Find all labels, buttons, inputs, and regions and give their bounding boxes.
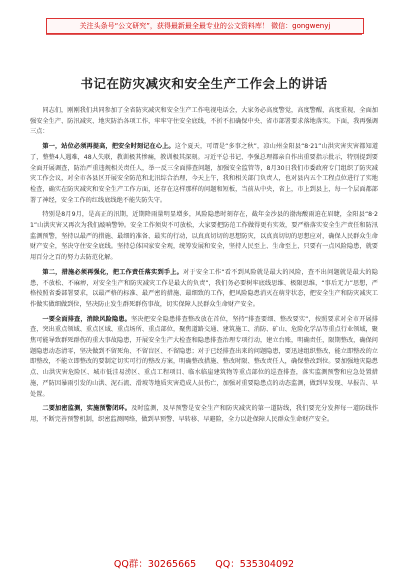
- promo-banner: 关注头条号“公文研究”，获得最新最全最专业的公文资料库！ 微信：gongwenyj: [46, 18, 364, 34]
- paragraph-heading: 一要全面排查，消除风险隐患。: [42, 315, 131, 323]
- paragraph-text: 对于安全工作“看不到风险就是最大的风险，查不出问题就是最大的隐患，不放松、不麻痹，对安全生产和防灾减灾工作是最大的负责”，我们务必要树牢底线思维、极限思维，“事后无力”思想，严格按照省委部署要求，以最严格的标准、最严密的措施、最细致的工作，把风险隐患消灭在萌芽状态，把安全生产和防灾减灾工作做实做细做到位，坚决防止发生群死群伤事故，切实保障人民群众生命财产安全。: [30, 268, 378, 308]
- paragraph-heading: 第一，站位必须再提高，把安全时刻记在心上。: [42, 143, 175, 151]
- paragraph-1: [30, 106, 378, 138]
- paragraph-text: 坚决把安全隐患排查整改放在首位，坚持“排查要细、整改要实”，按照要求对全市开展排查，突出重点领域、重点区域、重点场所、重点部位，聚焦道路交通、建筑施工、消防、矿山、危险化学品等重点行业领域，聚焦可能导致群死群伤的重大事故隐患，开展安全生产大检查和隐患排查治理专项行动，建立台账，明确责任，限期整改，确保问题隐患动态清零，坚决做到不留死角、不留盲区、不留隐患；对于已经排查出来的问题隐患，要迅速组织整改，能立即整改的立即整改，不能立即整改的要制定切实可行的整改方案，明确整改措施、整改时限、整改责任人，确保整改到位。要加强地灾隐患点、山洪灾害危险区、城市低洼易涝区、重点工程项目、临水临崖建筑物等重点部位的巡查排查，落实监测预警和应急处置措施，严防因暴雨引发的山洪、泥石流、滑坡等地质灾害造成人员伤亡，加强对重要隐患点的动态监测，做到早发现、早报告、早处置。: [30, 315, 378, 398]
- paragraph-3: [30, 210, 378, 264]
- document-body: [30, 106, 378, 430]
- paragraph-4: [30, 268, 378, 311]
- paragraph-heading: 第二，措施必须再强化，把工作责任落实到手上。: [42, 268, 184, 276]
- footer-contact: [0, 556, 408, 570]
- paragraph-2: [30, 142, 378, 206]
- paragraph-heading: 二要加密监测，实施预警闭环。: [42, 405, 132, 413]
- paragraph-text: 同志们，刚刚我们共同参加了全省防灾减灾和安全生产工作电视电话会，大家务必高度警觉，高度警醒，高度重视，全面加强安全生产、防汛减灾、地灾防治各项工作，牢牢守住安全底线，不折不扣确保中央、省市部署要求落地落实。下面，我再强调三点：: [30, 107, 378, 136]
- qq-number: QQ：535304092: [215, 559, 295, 570]
- qq-group: QQ群：30265665: [113, 559, 197, 570]
- banner-divider: [46, 34, 362, 35]
- paragraph-6: [30, 404, 378, 425]
- paragraph-5: [30, 315, 378, 401]
- paragraph-text: 特别是8月9月，是高正的汛期，近期降雨量明显增多，风险隐患时刻存在，截年金沙县的渤海酸雨迫在眉睫，金阳县“8·21”山洪灾害又再次为我们敲响警钟。安全工作须臾不可放松，大家要把防范工作做得更有实效，要严格落实安全生产责任和防汛监测预警，坚持以最严的措施、最细的准备、最实的行动，以真真切切的思想防灾，以真真切切的思想应对，确保人民群众生命财产安全，坚决守住安全底线。坚持总体国家安全观，统筹发展和安全，坚持人民至上、生命至上，只要有一点风险隐患，就要用百分之百的努力去防范化解。: [30, 211, 378, 262]
- paragraph-text: 这个夏天，可谓是“多事之秋”，凉山州金阳县“8·21”山洪灾害灾害都知道了，整整4人遇难，48人失联，教训极其惨痛，教训极其深刻。习近平总书记、李强总理都亲自作出重要指示批示，特别提到要全面开展调查，防治严重违规相关责任人，举一反三全面排查问题，加强安全监管等，8月30日我们市委政府专门组织了防灾减灾工作会议，对全市各县区开展安全防范和北汛综合治理，今天上午，我和相关部门负责人，也对县内五个工程点位进行了实地检查，确实在防灾减灾和安全生产工作方面，还存在这样那样的问题和短板，当前从中央，省上，市上到县上，每一个层面都部署了神经，安全工作的红线底线绝不能失防失守。: [30, 143, 379, 204]
- document-title: 书记在防灾减灾和安全生产工作会上的讲话: [80, 76, 328, 91]
- paragraph-text: 及时监测，及早预警是安全生产和防灾减灾的第一道防线，我们要充分发挥每一道防线作用，不断完善预警机制，织密监测网络，做到早预警、早转移、早避险，全力以赴保障人民群众生命财产安全。: [30, 405, 379, 423]
